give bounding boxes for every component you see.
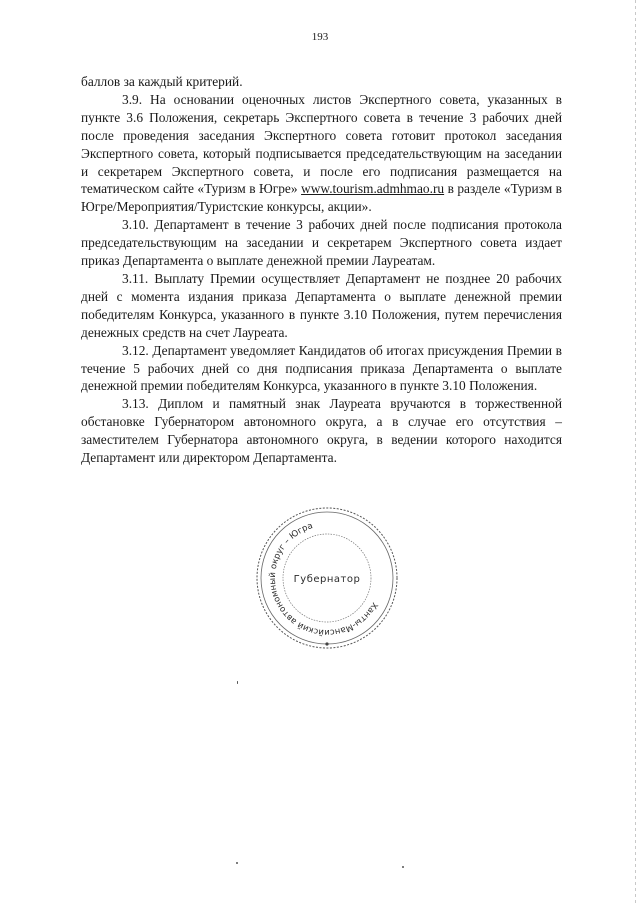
scan-speck <box>236 862 238 864</box>
paragraph-3-13: 3.13. Диплом и памятный знак Лауреата вручаются в торжественной обстановке Губернатором автономного округа, а в случае его отсутствия – заместителем Губернатора автономного округа, в ведении которого находится Департамент или директором Департамента. <box>81 396 562 466</box>
scan-speck <box>237 681 238 684</box>
seal-ring-text: Ханты-Мансийский автономный округ – Югра <box>267 521 380 638</box>
paragraph-3-10: 3.10. Департамент в течение 3 рабочих дней после подписания протокола председательствующим на заседании и секретарем Экспертного совета издает приказ Департамента о выплате денежной премии Лауреатам. <box>81 217 562 269</box>
page-number: 193 <box>311 31 329 43</box>
seal-center-text: Губернатор <box>293 574 361 585</box>
paragraph-3-9-text-after: в разделе «Туризм в Югре/Мероприятия/Туристские конкурсы, акции». <box>81 181 562 215</box>
paragraph-3-9-text-before: 3.9. На основании оценочных листов Экспертного совета, указанных в пункте 3.6 Положения, секретарь Экспертного совета в течение 3 рабочих дней после проведения заседания Экспертного совета готовит протокол заседания Экспертного совета, который подписывается председательствующим на заседании и секретарем Экспертного совета, и после его подписания размещается на тематическом сайте «Туризм в Югре» <box>81 91 562 197</box>
official-seal-stamp <box>253 504 401 652</box>
document-body <box>81 73 562 467</box>
paragraph-3-9 <box>81 91 562 216</box>
seal-bottom-dot <box>325 642 328 645</box>
seal-graphic <box>253 504 401 652</box>
scan-edge-line <box>635 0 636 905</box>
paragraph-3-12: 3.12. Департамент уведомляет Кандидатов об итогах присуждения Премии в течение 5 рабочих дней со дня подписания приказа Департамента о выплате денежной премии победителям Конкурса, указанного в пункте 3.10 Положения. <box>81 342 562 394</box>
scan-speck <box>402 866 404 868</box>
tourism-site-link[interactable]: www.tourism.admhmao.ru <box>301 181 445 197</box>
paragraph-3-11: 3.11. Выплату Премии осуществляет Департамент не позднее 20 рабочих дней с момента издания приказа Департамента о выплате денежной премии победителям Конкурса, указанного в пункте 3.10 Положения, путем перечисления денежных средств на счет Лауреата. <box>81 270 562 340</box>
paragraph-continuation: баллов за каждый критерий. <box>81 74 243 89</box>
